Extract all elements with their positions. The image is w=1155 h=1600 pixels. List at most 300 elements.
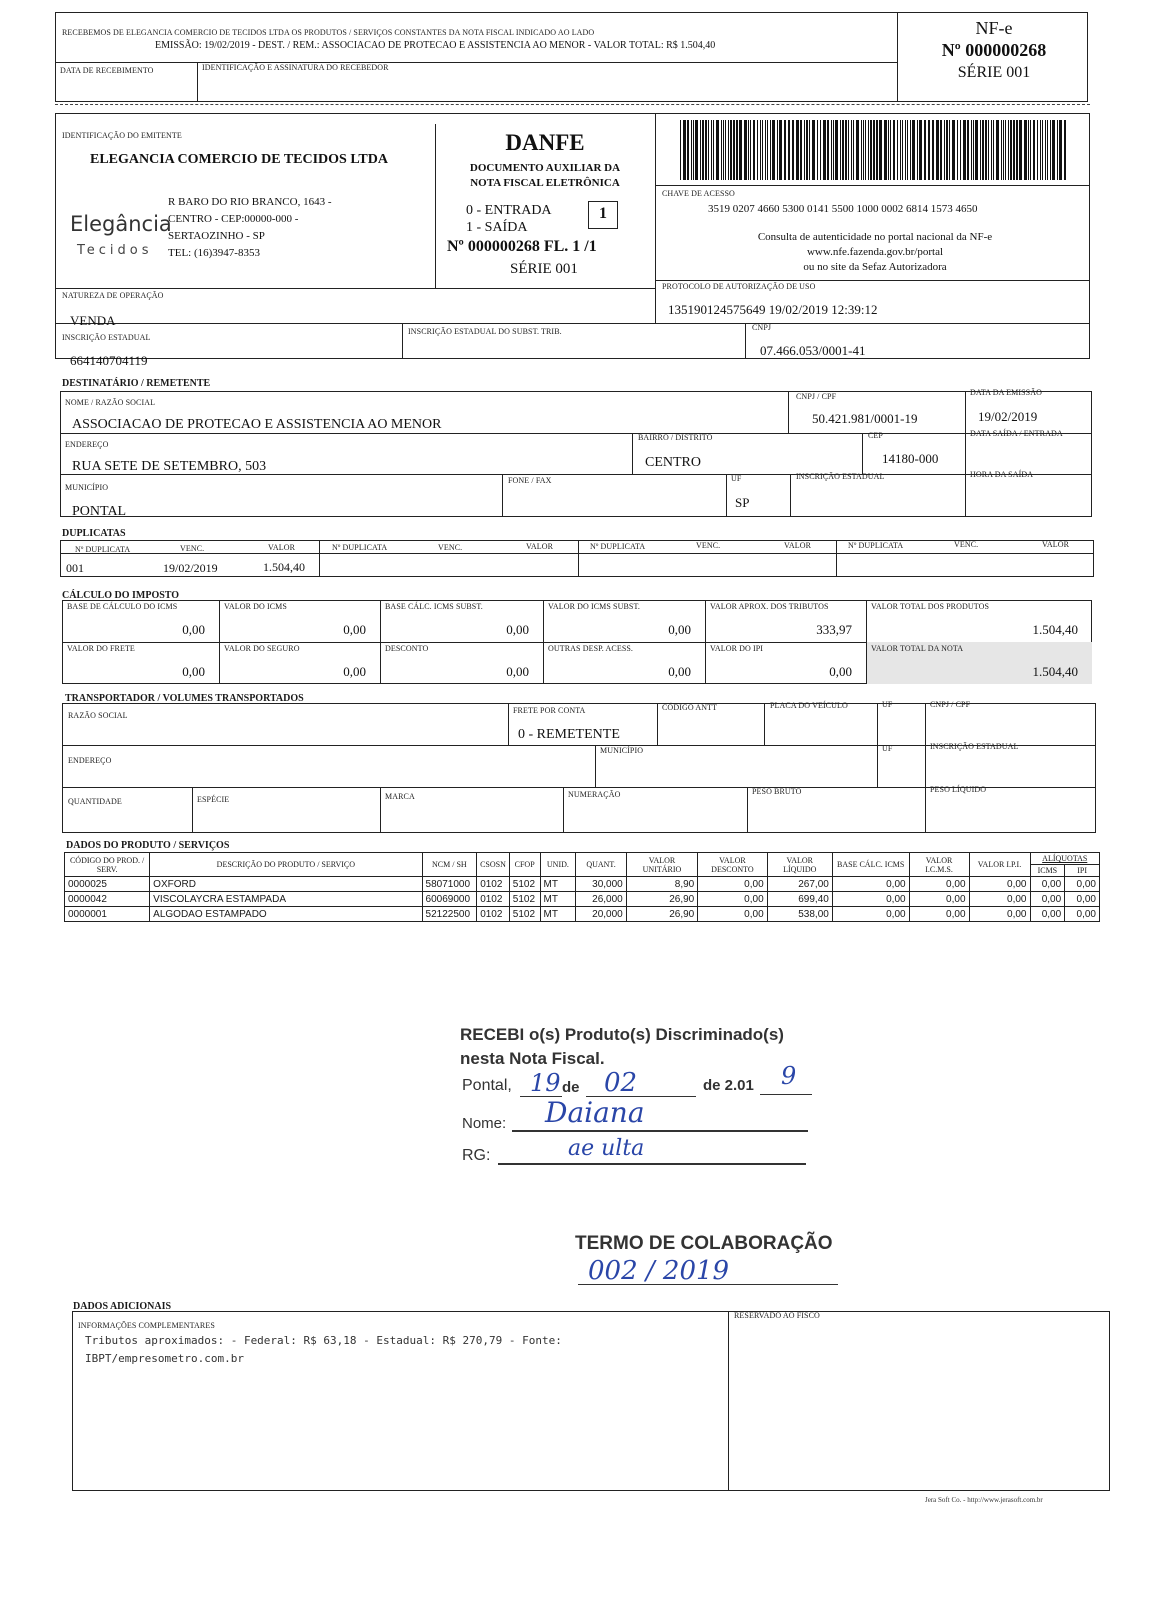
receipt-signature-label: IDENTIFICAÇÃO E ASSINATURA DO RECEBEDOR (202, 63, 389, 72)
plate-label: PLACA DO VEÍCULO (770, 701, 848, 710)
cep-value: 14180-000 (882, 451, 939, 466)
emitter-divider (435, 124, 436, 288)
product-unit: MT (540, 907, 576, 922)
duplicates-v-1 (319, 540, 320, 577)
col-code: CÓDIGO DO PROD. / SERV. (65, 853, 150, 877)
carrier-uf2-label: UF (882, 744, 893, 753)
product-qty: 26,000 (576, 892, 626, 907)
product-discount: 0,00 (698, 877, 767, 892)
receipt-nfe-title: NF-e (975, 18, 1013, 38)
barcode-bar (840, 120, 841, 180)
product-cfop: 5102 (509, 877, 540, 892)
product-net-value: 699,40 (767, 892, 832, 907)
barcode-bar (744, 120, 747, 180)
barcode-bar (772, 120, 775, 180)
product-rate-icms: 0,00 (1030, 892, 1065, 907)
barcode-bar (910, 120, 911, 180)
barcode-line (655, 185, 1090, 186)
barcode-bar (967, 120, 969, 180)
barcode-bar (873, 120, 875, 180)
tax-value: 333,97 (816, 622, 852, 637)
barcode-bar (691, 120, 692, 180)
tax-label: BASE CÁLC. ICMS SUBST. (385, 602, 483, 611)
product-unit-value: 26,90 (626, 892, 698, 907)
barcode-bar (716, 120, 719, 180)
dup3-value-label: VALOR (784, 541, 812, 550)
protocol-line (655, 280, 1090, 281)
danfe-type-value: 1 (599, 205, 607, 222)
emitter-phone: TEL: (16)3947-8353 (168, 247, 260, 259)
barcode-bar (842, 120, 844, 180)
barcode-bar (905, 120, 906, 180)
tax-label: BASE DE CÁLCULO DO ICMS (67, 602, 178, 611)
barcode-bar (1040, 120, 1041, 180)
barcode-bar (693, 120, 694, 180)
barcode-bar (944, 120, 945, 180)
barcode-bar (823, 120, 826, 180)
dup1-value-label: VALOR (268, 543, 296, 552)
transport-v-7 (192, 787, 193, 833)
product-icms-base: 0,00 (832, 877, 909, 892)
tax-label: VALOR TOTAL DA NOTA (871, 644, 964, 653)
recipient-cnpj: 50.421.981/0001-19 (812, 411, 918, 426)
duplicates-v-3 (836, 540, 837, 577)
product-ncm: 60069000 (422, 892, 477, 907)
tax-value: 0,00 (506, 622, 529, 637)
dup4-value-label: VALOR (1042, 540, 1070, 549)
barcode-bar (833, 120, 834, 180)
products-table (64, 852, 1100, 922)
stamp-city: Pontal, (462, 1077, 512, 1094)
volume-numbering-label: NUMERAÇÃO (568, 790, 621, 799)
product-cfop: 5102 (509, 892, 540, 907)
city-label: MUNICÍPIO (65, 483, 109, 492)
product-ncm: 52122500 (422, 907, 477, 922)
products-section: DADOS DO PRODUTO / SERVIÇOS (66, 840, 230, 851)
barcode-bar (739, 120, 742, 180)
gross-weight-label: PESO BRUTO (752, 787, 802, 796)
product-description: ALGODAO ESTAMPADO (150, 907, 422, 922)
duplicates-section: DUPLICATAS (62, 528, 126, 539)
barcode-bar (919, 120, 922, 180)
protocol-value: 135190124575649 19/02/2019 12:39:12 (668, 302, 878, 317)
barcode-bar (1010, 120, 1012, 180)
receipt-declaration: RECEBEMOS DE ELEGANCIA COMERCIO DE TECIDOS LTDA OS PRODUTOS / SERVIÇOS CONSTANTES DA NOTA FISCAL INDICADO AO LADO (62, 28, 595, 37)
dup2-value-label: VALOR (526, 542, 554, 551)
tax-value: 1.504,40 (1032, 664, 1078, 679)
barcode-bar (932, 120, 934, 180)
col-description: DESCRIÇÃO DO PRODUTO / SERVIÇO (150, 853, 422, 877)
barcode-bar (800, 120, 802, 180)
barcode-bar (736, 120, 738, 180)
emission-date: 19/02/2019 (978, 409, 1038, 424)
barcode-bar (711, 120, 712, 180)
tax-label: VALOR DO FRETE (67, 644, 135, 653)
barcode-bar (1059, 120, 1062, 180)
barcode-bar (708, 120, 709, 180)
barcode-bar (993, 120, 994, 180)
danfe-title: DANFE (505, 130, 585, 155)
barcode-bar (770, 120, 771, 180)
product-unit-value: 26,90 (626, 907, 698, 922)
product-rate-ipi: 0,00 (1065, 877, 1100, 892)
col-qty: QUANT. (576, 853, 626, 877)
tax-value: 0,00 (668, 622, 691, 637)
district-label: BAIRRO / DISTRITO (638, 433, 713, 442)
col-unit: UNID. (540, 853, 576, 877)
barcode-bar (907, 120, 908, 180)
barcode-bar (757, 120, 758, 180)
danfe-subtitle-1: DOCUMENTO AUXILIAR DA (469, 162, 621, 174)
emitter-name: ELEGANCIA COMERCIO DE TECIDOS LTDA (90, 152, 388, 167)
dup2-number-label: Nº DUPLICATA (332, 543, 388, 552)
ie-label: INSCRIÇÃO ESTADUAL (62, 333, 151, 342)
product-icms-base: 0,00 (832, 892, 909, 907)
tax-value: 0,00 (182, 664, 205, 679)
barcode-bar (853, 120, 854, 180)
barcode-bar (713, 120, 714, 180)
barcode-bar (1013, 120, 1015, 180)
product-ipi-value: 0,00 (969, 907, 1030, 922)
danfe-series: SÉRIE 001 (510, 261, 578, 277)
barcode-bar (1001, 120, 1002, 180)
product-net-value: 538,00 (767, 907, 832, 922)
receipt-nfe-series: SÉRIE 001 (957, 64, 1031, 81)
product-discount: 0,00 (698, 907, 767, 922)
stamp-year: de 2.01 (703, 1077, 754, 1094)
emitter-address-1: R BARO DO RIO BRANCO, 1643 - (168, 196, 332, 208)
barcode-bar (1047, 120, 1048, 180)
danfe-subtitle-2: NOTA FISCAL ELETRÔNICA (470, 177, 620, 189)
col-net-value: VALOR LÍQUIDO (767, 853, 832, 877)
tax-value: 0,00 (343, 622, 366, 637)
barcode-bar (792, 120, 794, 180)
barcode-bar (683, 120, 686, 180)
city-value: PONTAL (72, 504, 127, 519)
barcode-bar (985, 120, 987, 180)
product-net-value: 267,00 (767, 877, 832, 892)
barcode-bar (1045, 120, 1046, 180)
nature-value: VENDA (70, 313, 116, 328)
hand-name: Daiana (545, 1096, 645, 1129)
barcode-bar (728, 120, 729, 180)
tax-label: OUTRAS DESP. ACESS. (548, 644, 634, 653)
carrier-ie-label: INSCRIÇÃO ESTADUAL (930, 742, 1019, 751)
receipt-summary: EMISSÃO: 19/02/2019 - DEST. / REM.: ASSOCIACAO DE PROTECAO E ASSISTENCIA AO MENOR - VALOR TOTAL: R$ 1.504,40 (155, 40, 716, 51)
receipt-row-line (55, 62, 897, 63)
product-csosn: 0102 (477, 877, 510, 892)
recipient-v-4 (862, 433, 863, 474)
product-icms-value: 0,00 (909, 877, 969, 892)
product-icms-value: 0,00 (909, 907, 969, 922)
cut-line (55, 104, 1090, 105)
tax-value: 1.504,40 (1032, 622, 1078, 637)
barcode-bar (1050, 120, 1051, 180)
cep-label: CEP (868, 431, 883, 440)
barcode-bar (760, 120, 761, 180)
barcode-bar (971, 120, 972, 180)
danfe-entrada: 0 - ENTRADA (466, 203, 552, 218)
barcode-bar (765, 120, 766, 180)
barcode-bar (982, 120, 984, 180)
barcode-bar (991, 120, 992, 180)
col-rates: ALÍQUOTAS (1030, 853, 1100, 865)
recipient-v-2 (965, 391, 966, 517)
barcode-bar (1033, 120, 1035, 180)
barcode-bar (817, 120, 818, 180)
reserved-fisco-label: RESERVADO AO FISCO (734, 1311, 820, 1320)
dup1-due-label: VENC. (180, 544, 205, 553)
product-qty: 20,000 (576, 907, 626, 922)
barcode-bar (996, 120, 999, 180)
additional-section: DADOS ADICIONAIS (73, 1301, 172, 1312)
dup4-due-label: VENC. (954, 540, 979, 549)
product-unit-value: 8,90 (626, 877, 698, 892)
product-csosn: 0102 (477, 907, 510, 922)
tax-label: VALOR DO ICMS SUBST. (548, 602, 640, 611)
volume-species-label: ESPÉCIE (197, 795, 230, 804)
barcode-bar (876, 120, 878, 180)
transport-v-2 (657, 703, 658, 745)
barcode-bar (952, 120, 955, 180)
product-row (65, 892, 1100, 907)
barcode-bar (973, 120, 974, 180)
transport-v-8 (380, 787, 381, 833)
recipient-section: DESTINATÁRIO / REMETENTE (62, 378, 211, 389)
recipient-name-label: NOME / RAZÃO SOCIAL (65, 398, 156, 407)
barcode-bar (1052, 120, 1055, 180)
product-rate-ipi: 0,00 (1065, 907, 1100, 922)
duplicates-line (60, 553, 1094, 554)
barcode-bar (1003, 120, 1004, 180)
barcode-bar (960, 120, 961, 180)
ie-divider-1 (402, 323, 403, 359)
danfe-number: Nº 000000268 FL. 1 /1 (447, 238, 597, 255)
stamp-year-line (760, 1094, 812, 1095)
dup-due: 19/02/2019 (163, 561, 218, 575)
stamp-line-1: RECEBI o(s) Produto(s) Discriminado(s) (460, 1025, 784, 1044)
barcode-bar (928, 120, 930, 180)
barcode-bar (723, 120, 724, 180)
product-row (65, 877, 1100, 892)
tax-value: 0,00 (668, 664, 691, 679)
barcode-bar (936, 120, 939, 180)
barcode-bar (750, 120, 751, 180)
stamp-line-2: nesta Nota Fiscal. (460, 1049, 605, 1068)
exit-time-label: HORA DA SAÍDA (970, 470, 1034, 479)
tax-section: CÁLCULO DO IMPOSTO (62, 590, 180, 601)
freight-label: FRETE POR CONTA (513, 706, 586, 715)
barcode-bar (863, 120, 864, 180)
barcode-bar (1064, 120, 1066, 180)
complementary-info-2: IBPT/empresometro.com.br (85, 1352, 244, 1365)
barcode-bar (804, 120, 805, 180)
barcode-bar (988, 120, 989, 180)
barcode-bar (949, 120, 950, 180)
tax-label: VALOR DO ICMS (224, 602, 287, 611)
barcode-bar (680, 120, 681, 180)
stamp-name-line (512, 1130, 808, 1132)
carrier-name-label: RAZÃO SOCIAL (68, 711, 128, 720)
barcode-bar (827, 120, 829, 180)
barcode-bar (730, 120, 732, 180)
recipient-v-7 (790, 474, 791, 517)
additional-divider (728, 1311, 729, 1491)
barcode-bar (1057, 120, 1058, 180)
col-discount: VALOR DESCONTO (698, 853, 767, 877)
tax-value: 0,00 (829, 664, 852, 679)
barcode-bar (1030, 120, 1031, 180)
barcode-bar (900, 120, 901, 180)
access-key-barcode (680, 120, 1070, 180)
barcode-bar (845, 120, 847, 180)
barcode-bar (748, 120, 749, 180)
col-ncm: NCM / SH (422, 853, 477, 877)
barcode-bar (1024, 120, 1027, 180)
carrier-cnpj-label: CNPJ / CPF (930, 700, 971, 709)
barcode-bar (912, 120, 915, 180)
protocol-label: PROTOCOLO DE AUTORIZAÇÃO DE USO (662, 282, 816, 291)
danfe-divider (655, 113, 656, 323)
exit-date-label: DATA SAÍDA / ENTRADA (970, 429, 1063, 438)
emitter-cnpj: 07.466.053/0001-41 (760, 343, 866, 358)
transport-v-9 (563, 787, 564, 833)
recipient-name: ASSOCIACAO DE PROTECAO E ASSISTENCIA AO MENOR (72, 417, 442, 432)
barcode-bar (861, 120, 862, 180)
recipient-address-label: ENDEREÇO (65, 440, 109, 449)
barcode-bar (980, 120, 981, 180)
transport-box (62, 703, 1096, 833)
hand-rg: ae ulta (568, 1136, 645, 1161)
barcode-bar (806, 120, 808, 180)
receipt-date-label: DATA DE RECEBIMENTO (60, 66, 154, 75)
tax-label: VALOR APROX. DOS TRIBUTOS (710, 602, 829, 611)
product-rate-ipi: 0,00 (1065, 892, 1100, 907)
barcode-bar (753, 120, 755, 180)
transport-v-4 (877, 703, 878, 787)
product-ncm: 58071000 (422, 877, 477, 892)
col-ipi-value: VALOR I.P.I. (969, 853, 1030, 877)
product-rate-icms: 0,00 (1030, 907, 1065, 922)
district-value: CENTRO (645, 455, 701, 470)
product-code: 0000001 (65, 907, 150, 922)
recipient-v-5 (502, 474, 503, 517)
recipient-line-1 (60, 433, 1092, 434)
stamp-name: Nome: (462, 1115, 507, 1132)
phone-label: FONE / FAX (508, 476, 552, 485)
col-cfop: CFOP (509, 853, 540, 877)
product-description: VISCOLAYCRA ESTAMPADA (150, 892, 422, 907)
stamp-rg-line (498, 1163, 806, 1165)
emitter-section-label: IDENTIFICAÇÃO DO EMITENTE (62, 131, 182, 140)
tax-value: 0,00 (182, 622, 205, 637)
freight-value: 0 - REMETENTE (518, 727, 620, 742)
product-icms-value: 0,00 (909, 892, 969, 907)
barcode-bar (940, 120, 942, 180)
emission-label: DATA DA EMISSÃO (970, 388, 1042, 397)
ie-divider-2 (745, 323, 746, 359)
barcode-bar (963, 120, 966, 180)
barcode-bar (868, 120, 869, 180)
duplicates-v-2 (578, 540, 579, 577)
transport-v-11 (925, 787, 926, 833)
barcode-bar (902, 120, 903, 180)
tax-label: VALOR DO SEGURO (224, 644, 300, 653)
product-rate-icms: 0,00 (1030, 877, 1065, 892)
barcode-bar (946, 120, 948, 180)
tax-value: 0,00 (506, 664, 529, 679)
consult-line-2: www.nfe.fazenda.gov.br/portal (806, 246, 944, 258)
barcode-bar (1042, 120, 1043, 180)
consult-line-1: Consulta de autenticidade no portal nacional da NF-e (757, 231, 993, 243)
dup-value: 1.504,40 (263, 560, 305, 574)
complementary-info-1: Tributos aproximados: - Federal: R$ 63,18 - Estadual: R$ 270,79 - Fonte: (85, 1334, 562, 1347)
dup2-due-label: VENC. (438, 543, 463, 552)
barcode-bar (767, 120, 768, 180)
receipt-divider (897, 12, 898, 102)
product-qty: 30,000 (576, 877, 626, 892)
emitter-cnpj-label: CNPJ (752, 323, 772, 332)
barcode-bar (777, 120, 778, 180)
antt-label: CÓDIGO ANTT (662, 703, 718, 712)
carrier-city-label: MUNICÍPIO (600, 746, 644, 755)
product-discount: 0,00 (698, 892, 767, 907)
hand-year-digit: 9 (781, 1062, 797, 1090)
barcode-bar (865, 120, 866, 180)
product-csosn: 0102 (477, 892, 510, 907)
barcode-bar (812, 120, 815, 180)
access-key: 3519 0207 4660 5300 0141 5500 1000 0002 6814 1573 4650 (708, 203, 978, 215)
barcode-bar (879, 120, 882, 180)
dup3-number-label: Nº DUPLICATA (590, 542, 646, 551)
transport-v-5 (925, 703, 926, 787)
barcode-bar (1008, 120, 1009, 180)
col-csosn: CSOSN (477, 853, 510, 877)
barcode-bar (851, 120, 852, 180)
dup1-number-label: Nº DUPLICATA (75, 545, 131, 554)
barcode-bar (733, 120, 735, 180)
dup4-number-label: Nº DUPLICATA (848, 541, 904, 550)
barcode-bar (721, 120, 722, 180)
stamp-rg: RG: (462, 1147, 491, 1164)
barcode-bar (831, 120, 832, 180)
barcode-bar (687, 120, 689, 180)
barcode-bar (788, 120, 790, 180)
stamp-de-1: de (562, 1079, 580, 1096)
dup-number: 001 (66, 561, 84, 575)
barcode-bar (893, 120, 895, 180)
product-cfop: 5102 (509, 907, 540, 922)
logo-subtitle: Tecidos (77, 243, 153, 258)
hand-month: 02 (604, 1068, 638, 1098)
transport-v-10 (747, 787, 748, 833)
volume-qty-label: QUANTIDADE (68, 797, 122, 806)
barcode-bar (779, 120, 782, 180)
barcode-bar (897, 120, 898, 180)
uf-label: UF (731, 474, 742, 483)
transport-section: TRANSPORTADOR / VOLUMES TRANSPORTADOS (65, 693, 304, 704)
barcode-bar (1019, 120, 1022, 180)
col-rate-ipi: IPI (1065, 865, 1100, 877)
transport-v-3 (764, 703, 765, 745)
barcode-bar (796, 120, 799, 180)
carrier-address-label: ENDEREÇO (68, 756, 112, 765)
ie-st-label: INSCRIÇÃO ESTADUAL DO SUBST. TRIB. (408, 327, 562, 336)
ie-value: 664140704119 (70, 353, 148, 368)
barcode-bar (835, 120, 838, 180)
barcode-bar (1005, 120, 1006, 180)
tax-value: 0,00 (343, 664, 366, 679)
